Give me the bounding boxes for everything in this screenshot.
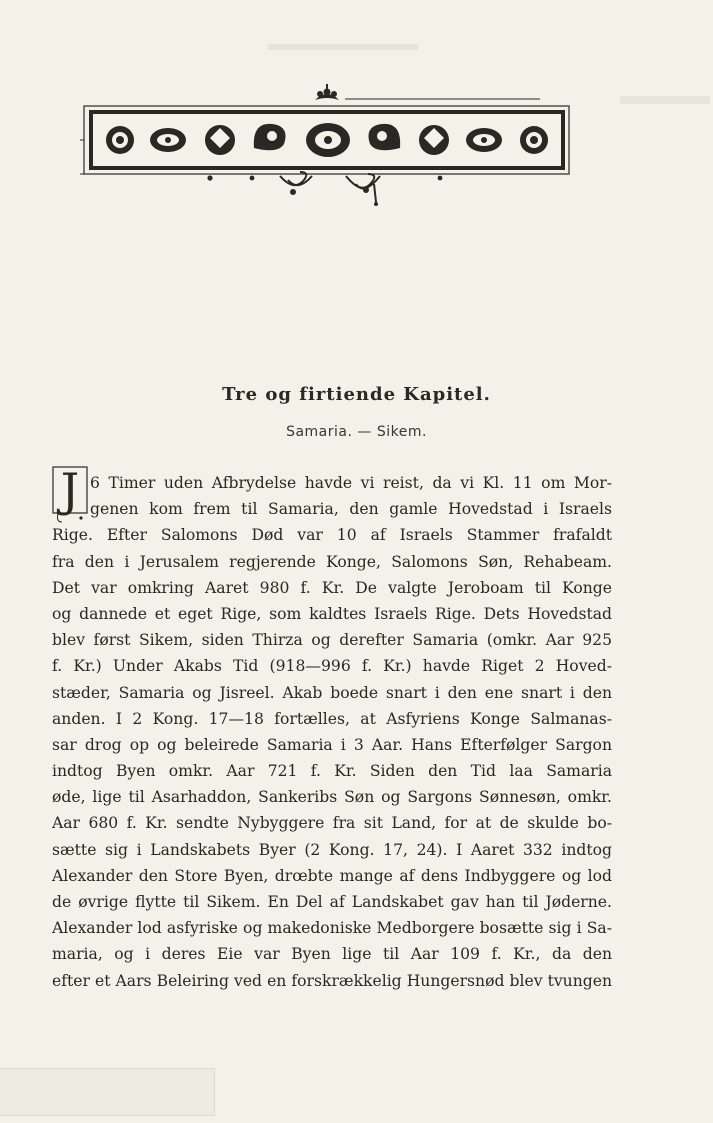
text-line: maria, og i deres Eie var Byen lige til Aar 109 f. Kr., da den bbox=[52, 945, 612, 964]
text-line: Rige. Efter Salomons Død var 10 af Israels Stammer frafaldt bbox=[52, 526, 612, 545]
chapter-title: Tre og firtiende Kapitel. bbox=[222, 384, 491, 405]
body-text bbox=[52, 470, 612, 994]
top-fleuron-icon bbox=[315, 84, 339, 100]
text-line: blev først Sikem, siden Thirza og derefter Samaria (omkr. Aar 925 bbox=[52, 631, 612, 650]
text-line: Aar 680 f. Kr. sendte Nybyggere fra sit Land, for at de skulde bo- bbox=[52, 814, 612, 833]
text-line: sar drog op og beleirede Samaria i 3 Aar. Hans Efterfølger Sargon bbox=[52, 735, 612, 754]
ornamental-headpiece bbox=[80, 80, 575, 208]
text-line: f. Kr.) Under Akabs Tid (918—996 f. Kr.) havde Riget 2 Hoved- bbox=[52, 657, 612, 676]
text-line: genen kom frem til Samaria, den gamle Hovedstad i Israels bbox=[90, 500, 612, 519]
text-line: fra den i Jerusalem regjerende Konge, Salomons Søn, Rehabeam. bbox=[52, 552, 612, 571]
text-line: anden. I 2 Kong. 17—18 fortælles, at Asfyriens Konge Salmanas- bbox=[52, 709, 612, 728]
text-line: Alexander den Store Byen, drœbte mange af dens Indbyggere og lod bbox=[52, 866, 612, 885]
text-line: efter et Aars Beleiring ved en forskrækkelig Hungersnød blev tvungen bbox=[52, 971, 612, 990]
text-line: Alexander lod asfyriske og makedoniske Medborgere bosætte sig i Sa- bbox=[52, 919, 612, 938]
text-line: indtog Byen omkr. Aar 721 f. Kr. Siden den Tid laa Samaria bbox=[52, 762, 612, 781]
chapter-subtitle: Samaria. — Sikem. bbox=[286, 424, 427, 440]
text-line: og dannede et eget Rige, som kaldtes Israels Rige. Dets Hovedstad bbox=[52, 604, 612, 623]
text-line: 6 Timer uden Afbrydelse havde vi reist, da vi Kl. 11 om Mor- bbox=[90, 474, 612, 492]
drop-cap-letter: J bbox=[60, 463, 80, 517]
text-line: sætte sig i Landskabets Byer (2 Kong. 17, 24). I Aaret 332 indtog bbox=[52, 840, 612, 859]
text-line: stæder, Samaria og Jisreel. Akab boede snart i den ene snart i den bbox=[52, 683, 612, 702]
text-line: de øvrige flytte til Sikem. En Del af Landskabet gav han til Jøderne. bbox=[52, 893, 612, 911]
text-line: øde, lige til Asarhaddon, Sankeribs Søn og Sargons Sønnesøn, omkr. bbox=[52, 788, 612, 807]
page-corner-tab bbox=[0, 1068, 215, 1116]
text-line: Det var omkring Aaret 980 f. Kr. De valgte Jeroboam til Konge bbox=[52, 578, 612, 597]
bottom-scroll-ornament bbox=[280, 172, 380, 202]
